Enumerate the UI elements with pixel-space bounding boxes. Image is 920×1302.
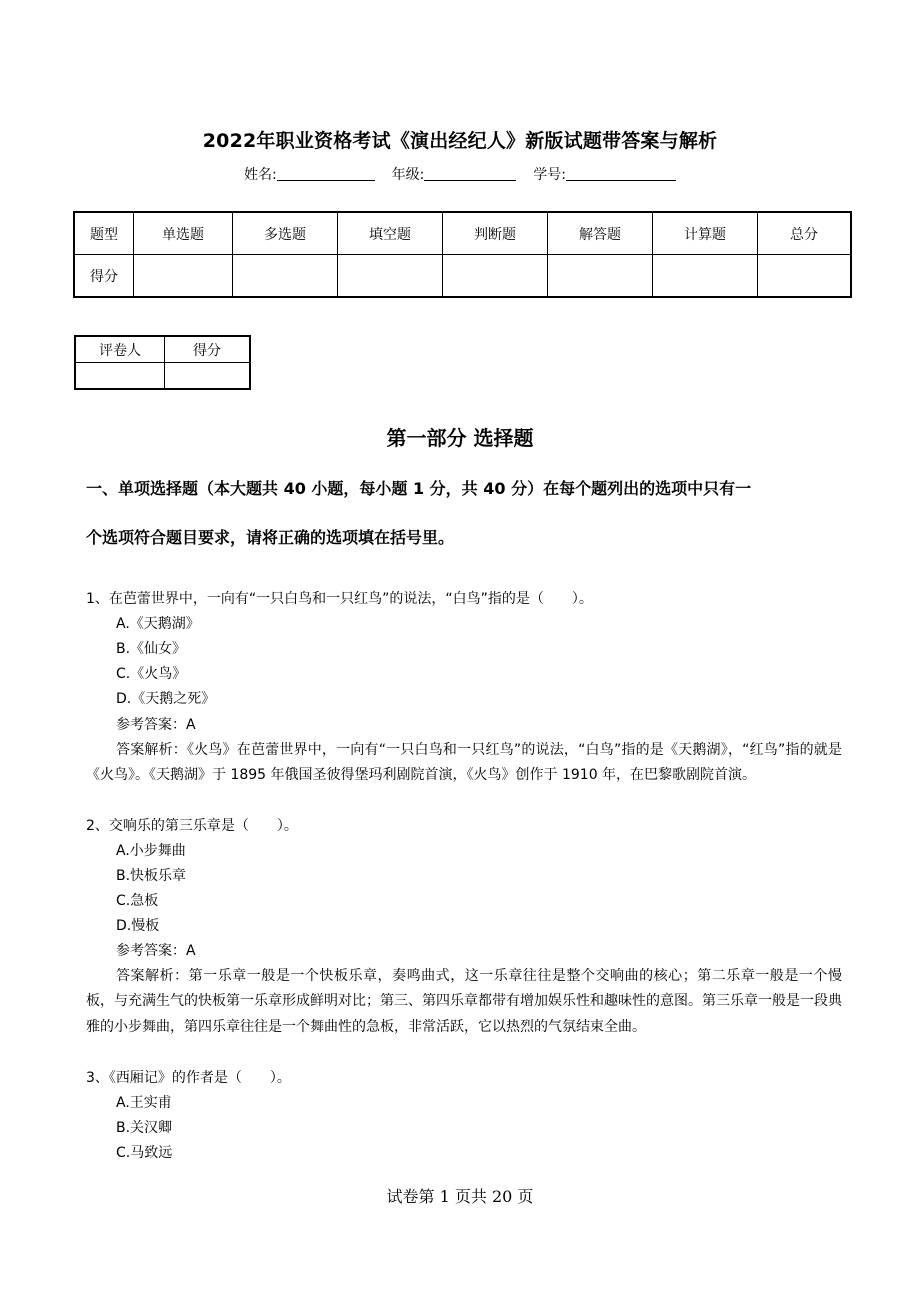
question-1-option-c[interactable]: C.《火鸟》 xyxy=(116,666,187,682)
question-1-answer: 参考答案：A xyxy=(116,717,196,733)
question-2-option-a[interactable]: A.小步舞曲 xyxy=(116,843,186,859)
score-cell[interactable] xyxy=(443,255,548,298)
score-table xyxy=(73,211,852,298)
header-cell: 计算题 xyxy=(653,212,758,255)
header-cell: 解答题 xyxy=(548,212,653,255)
header-cell: 判断题 xyxy=(443,212,548,255)
section-title: 第一部分 选择题 xyxy=(386,426,534,450)
question-2-option-c[interactable]: C.急板 xyxy=(116,893,159,909)
header-cell: 多选题 xyxy=(233,212,338,255)
student-info xyxy=(0,164,920,184)
name-label: 姓名: xyxy=(244,167,277,183)
header-cell: 单选题 xyxy=(134,212,233,255)
id-label: 学号: xyxy=(533,167,566,183)
score-cell[interactable] xyxy=(758,255,852,298)
question-1-analysis: 答案解析：《火鸟》在芭蕾世界中，一向有“一只白鸟和一只红鸟”的说法，“白鸟”指的是《天鹅湖》，“红鸟”指的就是《火鸟》。《天鹅湖》于 1895 年俄国圣彼得堡玛利剧院首演，《火鸟》创作于 1910 年，在巴黎歌剧院首演。 xyxy=(86,742,842,784)
header-cell: 总分 xyxy=(758,212,852,255)
instruction-line-2: 个选项符合题目要求，请将正确的选项填在括号里。 xyxy=(86,528,455,547)
question-1-option-b[interactable]: B.《仙女》 xyxy=(116,641,187,657)
score-cell[interactable] xyxy=(653,255,758,298)
header-cell: 题型 xyxy=(74,212,134,255)
grade-label: 年级: xyxy=(391,167,425,183)
grade-blank[interactable] xyxy=(424,166,516,181)
question-3-option-c[interactable]: C.马致远 xyxy=(116,1145,173,1161)
score-row-label: 得分 xyxy=(74,255,134,298)
score-table-header-row xyxy=(74,212,851,255)
question-3-option-a[interactable]: A.王实甫 xyxy=(116,1095,172,1111)
question-3-stem: 3、《西厢记》的作者是（ ）。 xyxy=(86,1070,291,1086)
question-2-option-b[interactable]: B.快板乐章 xyxy=(116,868,187,884)
score-cell[interactable] xyxy=(134,255,233,298)
question-3-option-b[interactable]: B.关汉卿 xyxy=(116,1120,173,1136)
page-footer: 试卷第 1 页共 20 页 xyxy=(386,1187,534,1206)
instruction-line-1: 一、单项选择题（本大题共 40 小题，每小题 1 分，共 40 分）在每个题列出的选项中只有一 xyxy=(86,479,752,498)
question-1-option-d[interactable]: D.《天鹅之死》 xyxy=(116,691,216,707)
grader-label: 评卷人 xyxy=(75,336,165,363)
grader-score-label: 得分 xyxy=(165,336,251,363)
score-cell[interactable] xyxy=(338,255,443,298)
question-2-analysis: 答案解析：第一乐章一般是一个快板乐章，奏鸣曲式，这一乐章往往是整个交响曲的核心；第二乐章一般是一个慢板，与充满生气的快板第一乐章形成鲜明对比；第三、第四乐章都带有增加娱乐性和趣味性的意图。第三乐章一般是一段典雅的小步舞曲，第四乐章往往是一个舞曲性的急板，非常活跃，它以热烈的气氛结束全曲。 xyxy=(86,968,842,1035)
question-2-answer: 参考答案：A xyxy=(116,943,196,959)
question-1-option-a[interactable]: A.《天鹅湖》 xyxy=(116,616,200,632)
question-2-option-d[interactable]: D.慢板 xyxy=(116,918,160,934)
grader-score-cell[interactable] xyxy=(165,363,251,390)
score-table-score-row xyxy=(74,255,851,298)
name-blank[interactable] xyxy=(277,166,375,181)
id-blank[interactable] xyxy=(566,166,676,181)
grader-name-cell[interactable] xyxy=(75,363,165,390)
header-cell: 填空题 xyxy=(338,212,443,255)
question-1-stem: 1、在芭蕾世界中，一向有“一只白鸟和一只红鸟”的说法，“白鸟”指的是（ ）。 xyxy=(86,591,593,607)
exam-title: 2022年职业资格考试《演出经纪人》新版试题带答案与解析 xyxy=(202,130,718,152)
grader-table xyxy=(74,335,251,390)
score-cell[interactable] xyxy=(233,255,338,298)
question-2-stem: 2、交响乐的第三乐章是（ ）。 xyxy=(86,818,298,834)
score-cell[interactable] xyxy=(548,255,653,298)
